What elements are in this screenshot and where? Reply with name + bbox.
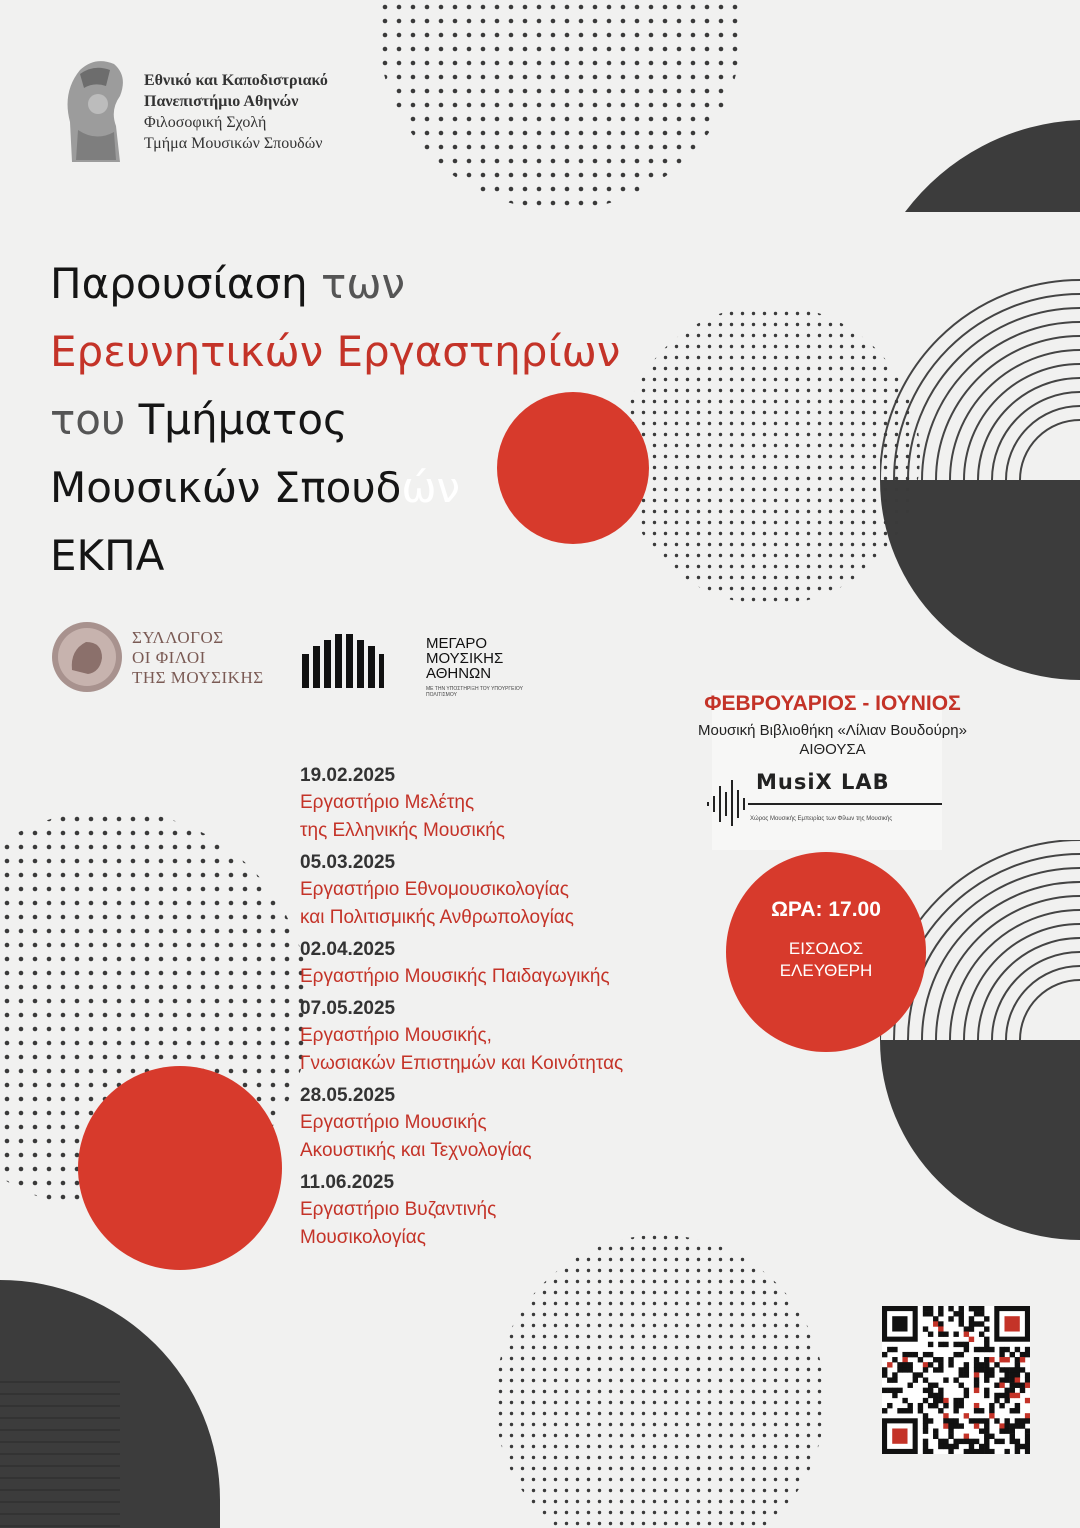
event-item bbox=[300, 1169, 740, 1252]
university-name-line1: Εθνικό και Καποδιστριακό bbox=[144, 72, 328, 89]
event-name-line1: Εργαστήριο Βυζαντινής bbox=[300, 1199, 497, 1220]
megaro-bars-icon bbox=[302, 632, 384, 688]
event-name-line1: Εργαστήριο Μουσικής, bbox=[300, 1025, 492, 1046]
event-name-line1: Εργαστήριο Μουσικής Παιδαγωγικής bbox=[300, 966, 610, 987]
title-line4-main: Μουσικών Σπουδ bbox=[50, 463, 402, 512]
entry-line2: ΕΛΕΥΘΕΡΗ bbox=[779, 961, 873, 980]
musix-lab-logo bbox=[706, 768, 942, 848]
event-date: 02.04.2025 bbox=[300, 939, 396, 960]
title-line5: ΕΚΠΑ bbox=[50, 531, 165, 580]
events-list bbox=[300, 762, 740, 1256]
syllogos-line2: ΟΙ ΦΙΛΟΙ bbox=[132, 648, 206, 667]
title-line2: Ερευνητικών Εργαστηρίων bbox=[50, 327, 621, 376]
event-item bbox=[300, 936, 740, 991]
event-name-line2: Ακουστικής και Τεχνολογίας bbox=[300, 1140, 532, 1161]
faculty-name: Φιλοσοφική Σχολή bbox=[144, 114, 267, 131]
partner-logos bbox=[50, 620, 530, 710]
dark-half-top-right bbox=[880, 480, 1080, 680]
event-item bbox=[300, 849, 740, 932]
event-date: 19.02.2025 bbox=[300, 765, 396, 786]
event-date: 05.03.2025 bbox=[300, 852, 396, 873]
university-logo bbox=[50, 52, 410, 172]
title-line3-pre: του bbox=[50, 395, 126, 444]
event-date: 07.05.2025 bbox=[300, 998, 396, 1019]
qr-code[interactable] bbox=[882, 1306, 1030, 1454]
syllogos-line3: ΤΗΣ ΜΟΥΣΙΚΗΣ bbox=[132, 668, 264, 687]
time-badge bbox=[726, 852, 926, 1052]
megaro-support-note: ΜΕ ΤΗΝ ΥΠΟΣΤΗΡΙΞΗ ΤΟΥ ΥΠΟΥΡΓΕΙΟΥ ΠΟΛΙΤΙΣΜΟΥ bbox=[426, 686, 523, 698]
event-name-line2: και Πολιτισμικής Ανθρωπολογίας bbox=[300, 907, 574, 928]
months-range: ΦΕΒΡΟΥΑΡΙΟΣ - ΙΟΥΝΙΟΣ bbox=[704, 692, 961, 715]
event-date: 11.06.2025 bbox=[300, 1172, 395, 1193]
title-line3-main: Τμήματος bbox=[125, 395, 348, 444]
event-item bbox=[300, 762, 740, 845]
megaro-line1: ΜΕΓΑΡΟ bbox=[426, 635, 488, 652]
lab-name: MusiX LAB bbox=[756, 770, 890, 794]
dark-quarter-top-right bbox=[905, 120, 1080, 212]
poster-title bbox=[50, 250, 620, 590]
event-name-line2: Γνωσιακών Επιστημών και Κοινότητας bbox=[300, 1053, 624, 1074]
event-name-line2: της Ελληνικής Μουσικής bbox=[300, 820, 505, 841]
megaro-line2: ΜΟΥΣΙΚΗΣ bbox=[426, 650, 504, 667]
university-name-line2: Πανεπιστήμιο Αθηνών bbox=[144, 93, 299, 110]
megaro-logo-text bbox=[426, 636, 503, 681]
megaro-line3: ΑΘΗΝΩΝ bbox=[426, 665, 492, 682]
event-name-line1: Εργαστήριο Μουσικής bbox=[300, 1112, 487, 1133]
venue-name: Μουσική Βιβλιοθήκη «Λίλιαν Βουδούρη» bbox=[697, 722, 967, 739]
syllogos-logo-text bbox=[132, 628, 264, 688]
event-item bbox=[300, 1082, 740, 1165]
hall-label: ΑΙΘΟΥΣΑ bbox=[799, 741, 866, 758]
dot-circle-middle bbox=[620, 305, 920, 605]
event-date: 28.05.2025 bbox=[300, 1085, 396, 1106]
title-line4-end: ών bbox=[401, 463, 460, 512]
title-line1-main: Παρουσίαση bbox=[50, 259, 308, 308]
qr-code-icon bbox=[882, 1306, 1030, 1454]
athena-emblem-icon bbox=[50, 52, 130, 172]
lab-tagline: Χώρος Μουσικής Εμπειρίας των Φίλων της Μουσικής bbox=[750, 816, 893, 822]
red-circle-left bbox=[78, 1066, 282, 1270]
title-line1-rest: των bbox=[307, 259, 405, 308]
event-name-line1: Εργαστήριο Εθνομουσικολογίας bbox=[300, 879, 569, 900]
event-item bbox=[300, 995, 740, 1078]
entry-line1: ΕΙΣΟΔΟΣ bbox=[788, 939, 864, 958]
syllogos-line1: ΣΥΛΛΟΓΟΣ bbox=[132, 628, 224, 647]
event-name-line1: Εργαστήριο Μελέτης bbox=[300, 792, 475, 813]
dark-half-bottom-right bbox=[880, 1040, 1080, 1240]
event-info bbox=[630, 690, 1035, 758]
department-name: Τμήμα Μουσικών Σπουδών bbox=[144, 135, 323, 152]
event-time: ΩΡΑ: 17.00 bbox=[771, 898, 881, 921]
coin-logo-icon bbox=[50, 620, 124, 694]
dot-circle-bottom bbox=[495, 1235, 825, 1528]
event-name-line2: Μουσικολογίας bbox=[300, 1227, 426, 1248]
